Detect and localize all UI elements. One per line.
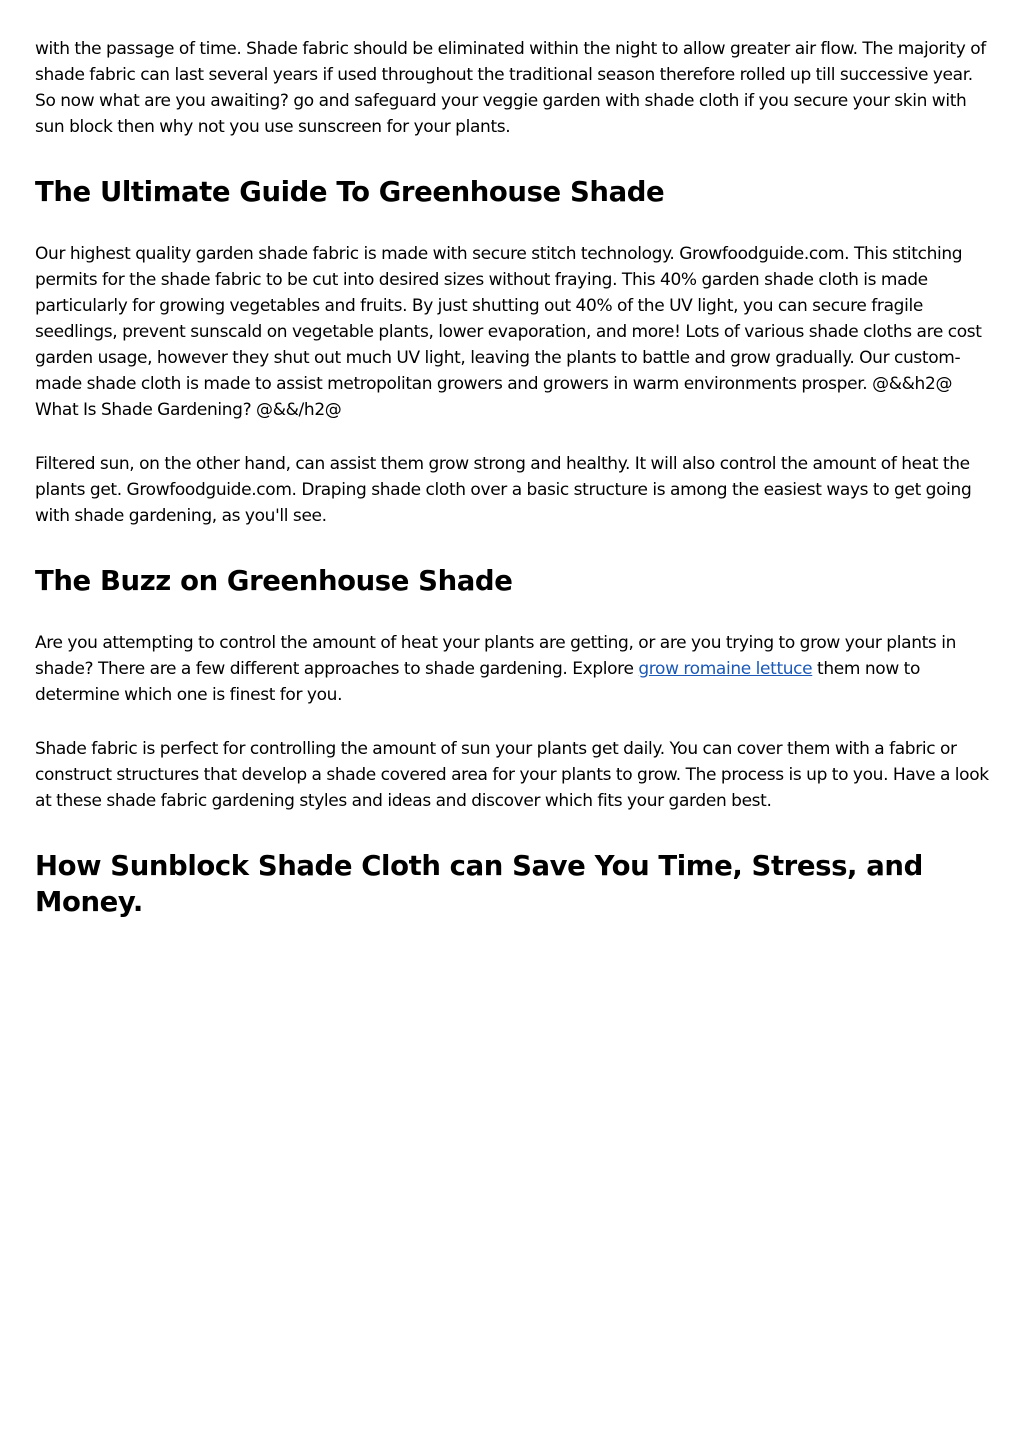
spacer [35,210,995,241]
paragraph-intro: with the passage of time. Shade fabric should be eliminated within the night to allow greater air flow. The majority of shade fabric can last several years if used throughout the traditional season therefore rolled up till successive year. So now what are you awaiting? go and safeguard your veggie garden with shade cloth if you secure your skin with sun block then why not you use sunscreen for your plants. [35,39,986,137]
paragraph-shade-fabric-styles: Shade fabric is perfect for controlling the amount of sun your plants get daily. You can cover them with a fabric or construct structures that develop a shade covered area for your plants to grow. The process is up to you. Have a look at these shade fabric gardening styles and ideas and discover which fits your garden best. [35,739,989,811]
heading-sunblock-shade-cloth: How Sunblock Shade Cloth can Save You Time, Stress, and Money. [35,850,923,918]
grow-romaine-lettuce-link[interactable]: grow romaine lettuce [638,659,813,679]
heading-ultimate-guide: The Ultimate Guide To Greenhouse Shade [35,176,665,208]
paragraph-filtered-sun: Filtered sun, on the other hand, can assist them grow strong and healthy. It will also control the amount of heat the plants get. Growfoodguide.com. Draping shade cloth over a basic structure is among the easiest ways to get going with shade gardening, as you'll see. [35,454,972,526]
spacer [35,423,995,451]
spacer [35,529,995,563]
spacer [35,140,995,174]
paragraph-heat-control [35,630,995,708]
paragraph-text-after-link: them now to determine which one is finest for you. [35,659,921,705]
document-page [35,36,995,920]
paragraph-text-before-link: Are you attempting to control the amount of heat your plants are getting, or are you trying to grow your plants in shade? There are a few different approaches to shade gardening. Explore [35,633,956,679]
heading-buzz-greenhouse: The Buzz on Greenhouse Shade [35,565,513,597]
paragraph-shade-fabric-quality: Our highest quality garden shade fabric is made with secure stitch technology. Growfoodguide.com. This stitching permits for the shade fabric to be cut into desired sizes without fraying. This 40% garden shade cloth is made particularly for growing vegetables and fruits. By just shutting out 40% of the UV light, you can secure fragile seedlings, prevent sunscald on vegetable plants, lower evaporation, and more! Lots of various shade cloths are cost garden usage, however they shut out much UV light, leaving the plants to battle and grow gradually. Our custom-made shade cloth is made to assist metropolitan growers and growers in warm environments prosper. @&&h2@ What Is Shade Gardening? @&&/h2@ [35,244,982,420]
spacer [35,708,995,736]
spacer [35,814,995,848]
spacer [35,599,995,630]
